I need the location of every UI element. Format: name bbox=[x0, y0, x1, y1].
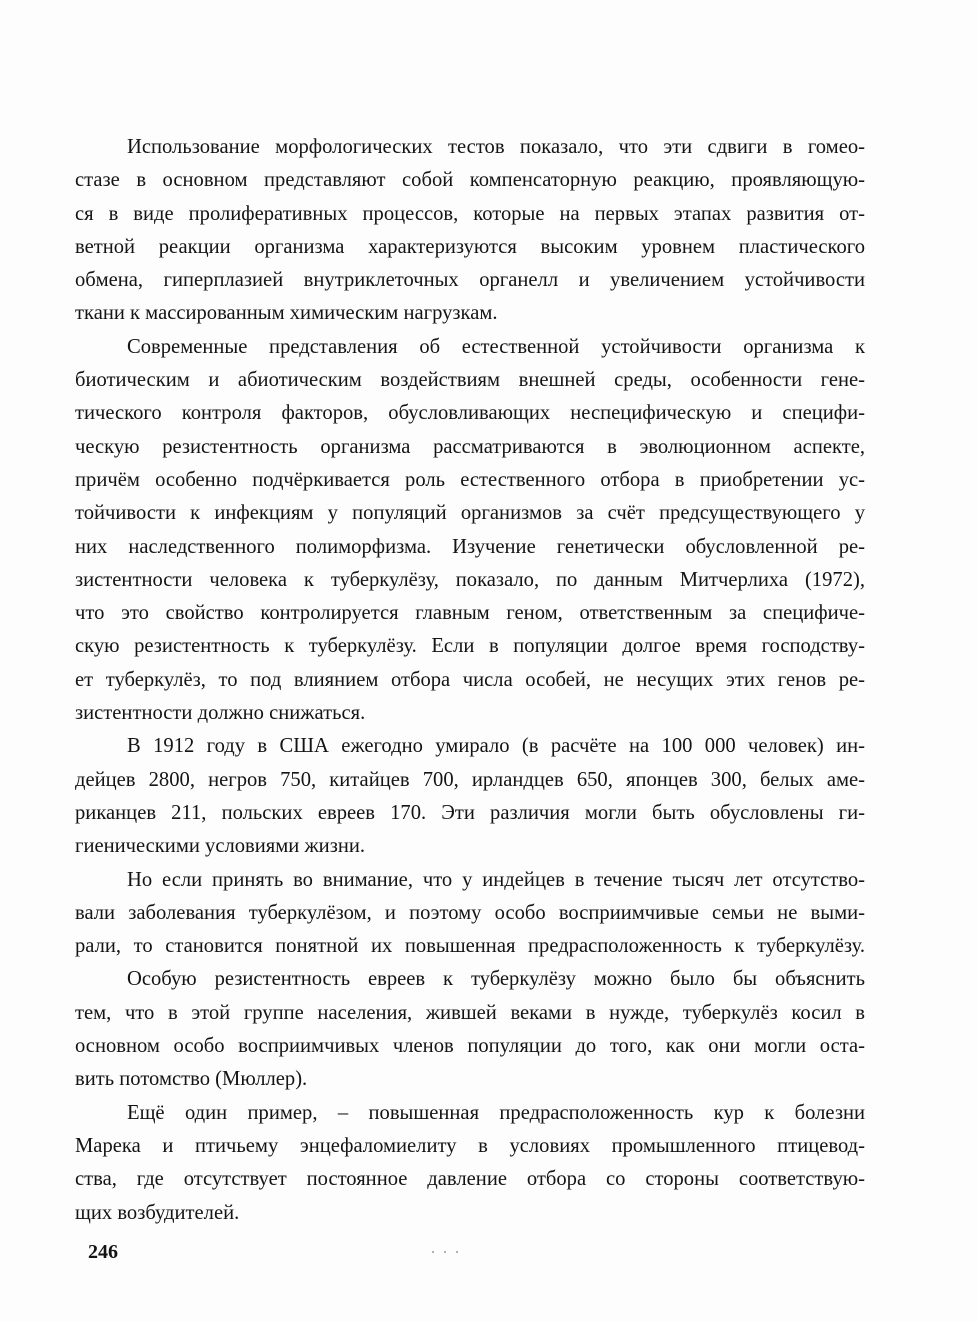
paragraph bbox=[75, 331, 865, 731]
text-line: зистентности человека к туберкулёзу, показало, по данным Митчерлиха (1972), bbox=[75, 568, 865, 591]
text-line: вить потомство (Мюллер). bbox=[75, 1068, 308, 1091]
paragraph bbox=[75, 1097, 865, 1230]
text-line: скую резистентность к туберкулёзу. Если в популяции долгое время господству- bbox=[75, 635, 865, 658]
text-line: ся в виде пролиферативных процессов, которые на первых этапах развития от- bbox=[75, 202, 865, 225]
text-line: ветной реакции организма характеризуются высоким уровнем пластического bbox=[75, 235, 865, 258]
text-line: В 1912 году в США ежегодно умирало (в расчёте на 100 000 человек) ин- bbox=[127, 735, 865, 758]
text-line: ет туберкулёз, то под влиянием отбора числа особей, не несущих этих генов ре- bbox=[75, 668, 865, 691]
paragraph bbox=[75, 131, 865, 331]
speck bbox=[456, 1251, 458, 1253]
text-line: причём особенно подчёркивается роль естественного отбора в приобретении ус- bbox=[75, 468, 865, 491]
text-line: вали заболевания туберкулёзом, и поэтому особо восприимчивые семьи не выми- bbox=[75, 901, 865, 924]
scan-specks bbox=[430, 1251, 460, 1255]
text-line: гиеническими условиями жизни. bbox=[75, 835, 366, 858]
paragraph bbox=[75, 864, 865, 964]
text-line: них наследственного полиморфизма. Изучение генетически обусловленной ре- bbox=[75, 535, 865, 558]
text-line: риканцев 211, польских евреев 170. Эти различия могли быть обусловлены ги- bbox=[75, 801, 865, 824]
text-line: ства, где отсутствует постоянное давление отбора со стороны соответствую- bbox=[75, 1168, 865, 1191]
text-line: рали, то становится понятной их повышенная предрасположенность к туберкулёзу. bbox=[75, 935, 865, 958]
text-line: что это свойство контролируется главным геном, ответственным за специфиче- bbox=[75, 602, 865, 625]
text-line: тем, что в этой группе населения, жившей веками в нужде, туберкулёз косил в bbox=[75, 1001, 865, 1024]
body-text bbox=[75, 131, 865, 1230]
text-line: щих возбудителей. bbox=[75, 1201, 240, 1224]
text-line: обмена, гиперплазией внутриклеточных органелл и увеличением устойчивости bbox=[75, 269, 865, 292]
text-line: зистентности должно снижаться. bbox=[75, 702, 366, 725]
text-line: ческую резистентность организма рассматриваются в эволюционном аспекте, bbox=[75, 435, 865, 458]
text-line: Современные представления об естественной устойчивости организма к bbox=[127, 335, 865, 358]
text-line: тического контроля факторов, обусловливающих неспецифическую и специфи- bbox=[75, 402, 865, 425]
text-line: стазе в основном представляют собой компенсаторную реакцию, проявляющую- bbox=[75, 169, 865, 192]
text-line: Использование морфологических тестов показало, что эти сдвиги в гомео- bbox=[127, 136, 865, 158]
speck bbox=[444, 1251, 446, 1253]
text-line: основном особо восприимчивых членов популяции до того, как они могли оста- bbox=[75, 1035, 865, 1058]
text-line: Ещё один пример, – повышенная предрасположенность кур к болезни bbox=[127, 1101, 865, 1124]
speck bbox=[432, 1251, 434, 1253]
paragraph bbox=[75, 963, 865, 1096]
text-line: Но если принять во внимание, что у индейцев в течение тысяч лет отсутство- bbox=[127, 868, 865, 891]
text-line: тойчивости к инфекциям у популяций организмов за счёт предсуществующего у bbox=[75, 502, 865, 525]
text-line: Особую резистентность евреев к туберкулёзу можно было бы объяснить bbox=[127, 968, 865, 991]
text-line: ткани к массированным химическим нагрузкам. bbox=[75, 302, 498, 325]
paragraph bbox=[75, 730, 865, 863]
text-line: Марека и птичьему энцефаломиелиту в условиях промышленного птицевод- bbox=[75, 1134, 865, 1157]
page-number: 246 bbox=[88, 1241, 118, 1263]
text-line: дейцев 2800, негров 750, китайцев 700, ирландцев 650, японцев 300, белых аме- bbox=[75, 768, 865, 791]
text-line: биотическим и абиотическим воздействиям внешней среды, особенности гене- bbox=[75, 369, 865, 392]
